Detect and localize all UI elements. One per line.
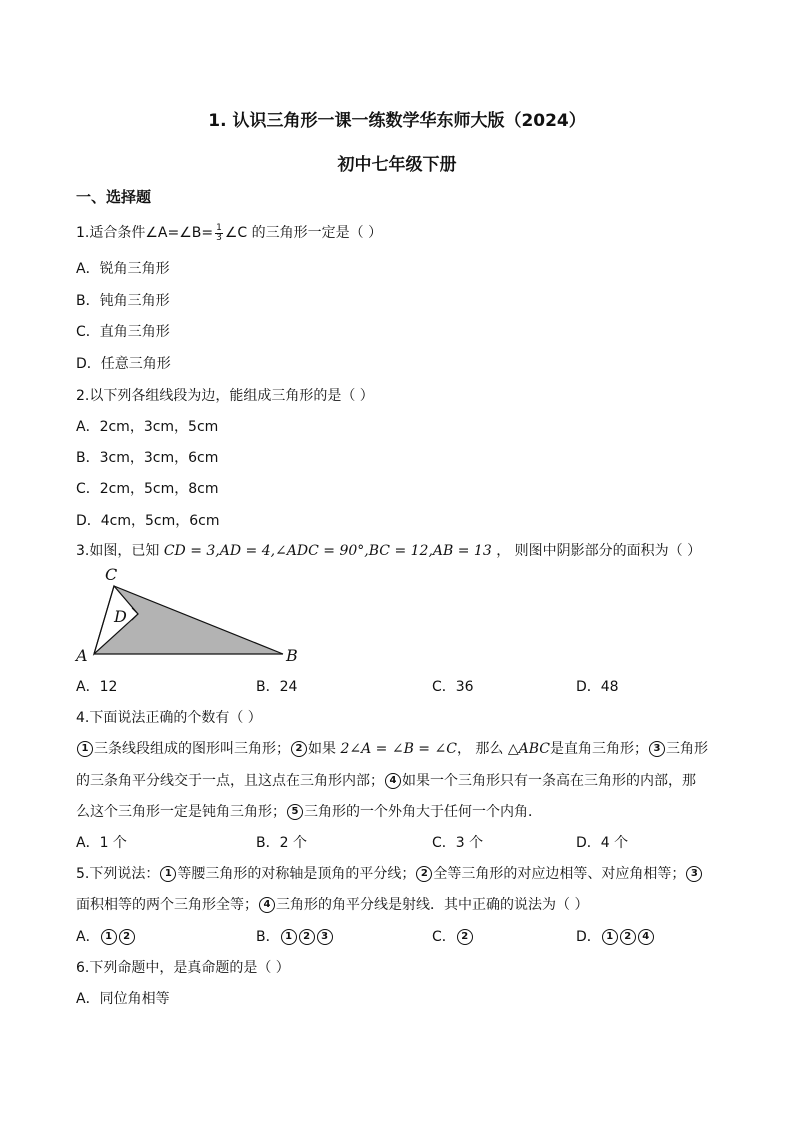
question-4-option-a: A．1 个: [76, 835, 127, 851]
question-3-option-b: B．24: [256, 679, 298, 695]
question-3-option-a: A．12: [76, 679, 118, 695]
label-b: B: [286, 646, 298, 665]
question-4: 4.下面说法正确的个数有（ ）: [76, 710, 262, 726]
question-2-option-c: C．2cm，5cm，8cm: [76, 481, 219, 497]
question-3-math: CD = 3,AD = 4,∠ADC = 90°,BC = 12,AB = 13: [163, 543, 492, 559]
circled-number-5: 5: [287, 804, 303, 820]
triangle-diagram: [72, 560, 312, 670]
question-1-suffix: ∠C 的三角形一定是（ ）: [224, 225, 383, 241]
question-1-option-b: B．钝角三角形: [76, 293, 170, 309]
question-1-prefix: 1.适合条件∠A=∠B=: [76, 225, 214, 241]
question-2: 2.以下列各组线段为边，能组成三角形的是（ ）: [76, 388, 374, 404]
circled-number-3: 3: [686, 866, 702, 882]
fraction-one-third: $\frac{1}{3}$: [216, 222, 222, 243]
document-subtitle: 初中七年级下册: [337, 155, 457, 175]
question-1-option-d: D．任意三角形: [76, 356, 171, 372]
circled-number-3: 3: [317, 929, 333, 945]
circled-number-2: 2: [620, 929, 636, 945]
label-a: A: [76, 646, 88, 665]
question-2-option-b: B．3cm，3cm，6cm: [76, 450, 219, 466]
circled-number-1: 1: [602, 929, 618, 945]
circled-number-2: 2: [457, 929, 473, 945]
question-6-option-a: A．同位角相等: [76, 991, 170, 1007]
question-3-option-d: D．48: [576, 679, 619, 695]
question-3-option-c: C．36: [432, 679, 474, 695]
circled-number-4: 4: [385, 773, 401, 789]
circled-number-1: 1: [160, 866, 176, 882]
question-5-option-c: C． 2: [432, 926, 474, 946]
document-title: 1. 认识三角形一课一练数学华东师大版（2024）: [208, 111, 586, 131]
question-3-prefix: 3.如图，已知: [76, 543, 160, 559]
section-heading: 一、选择题: [76, 188, 152, 206]
circled-number-1: 1: [101, 929, 117, 945]
label-c: C: [105, 565, 118, 584]
question-5-line-2: 面积相等的两个三角形全等； 4 三角形的角平分线是射线．其中正确的说法为（ ）: [76, 897, 589, 913]
circled-number-2: 2: [119, 929, 135, 945]
question-3-suffix: ， 则图中阴影部分的面积为（ ）: [496, 543, 702, 559]
question-4-statement-line-3: 么这个三角形一定是钝角三角形； 5 三角形的一个外角大于任何一个内角．: [76, 804, 542, 820]
question-4-statement-line-1: 1 三条线段组成的图形叫三角形； 2 如果 2∠A = ∠B = ∠C， 那么 △ABC是直角三角形； 3 三角形: [76, 738, 708, 758]
triangle-figure: [72, 560, 312, 674]
circled-number-1: 1: [281, 929, 297, 945]
question-1: [76, 222, 382, 243]
question-2-option-d: D．4cm，5cm，6cm: [76, 513, 220, 529]
question-4-option-d: D．4 个: [576, 835, 629, 851]
circled-number-1: 1: [77, 741, 93, 757]
question-4-statement-line-2: 的三条角平分线交于一点，且这点在三角形内部； 4 如果一个三角形只有一条高在三角形的内部，那: [76, 773, 696, 789]
circled-number-2: 2: [299, 929, 315, 945]
label-d: D: [114, 607, 127, 626]
circled-number-4: 4: [259, 897, 275, 913]
question-4-option-c: C．3 个: [432, 835, 484, 851]
circled-number-2: 2: [291, 741, 307, 757]
question-1-option-a: A．锐角三角形: [76, 261, 170, 277]
question-5-option-b: B． 1 2 3: [256, 926, 334, 946]
question-6: 6.下列命题中，是真命题的是（ ）: [76, 960, 290, 976]
circled-number-2: 2: [416, 866, 432, 882]
question-5-option-a: A． 1 2: [76, 926, 136, 946]
circled-number-3: 3: [649, 741, 665, 757]
question-3: [76, 540, 701, 560]
circled-number-4: 4: [638, 929, 654, 945]
question-2-option-a: A．2cm，3cm，5cm: [76, 419, 219, 435]
question-5-option-d: D． 1 2 4: [576, 926, 655, 946]
question-1-option-c: C．直角三角形: [76, 324, 170, 340]
question-4-option-b: B．2 个: [256, 835, 307, 851]
question-5-line-1: 5.下列说法： 1 等腰三角形的对称轴是顶角的平分线； 2 全等三角形的对应边相等、对应角相等； 3: [76, 863, 703, 883]
